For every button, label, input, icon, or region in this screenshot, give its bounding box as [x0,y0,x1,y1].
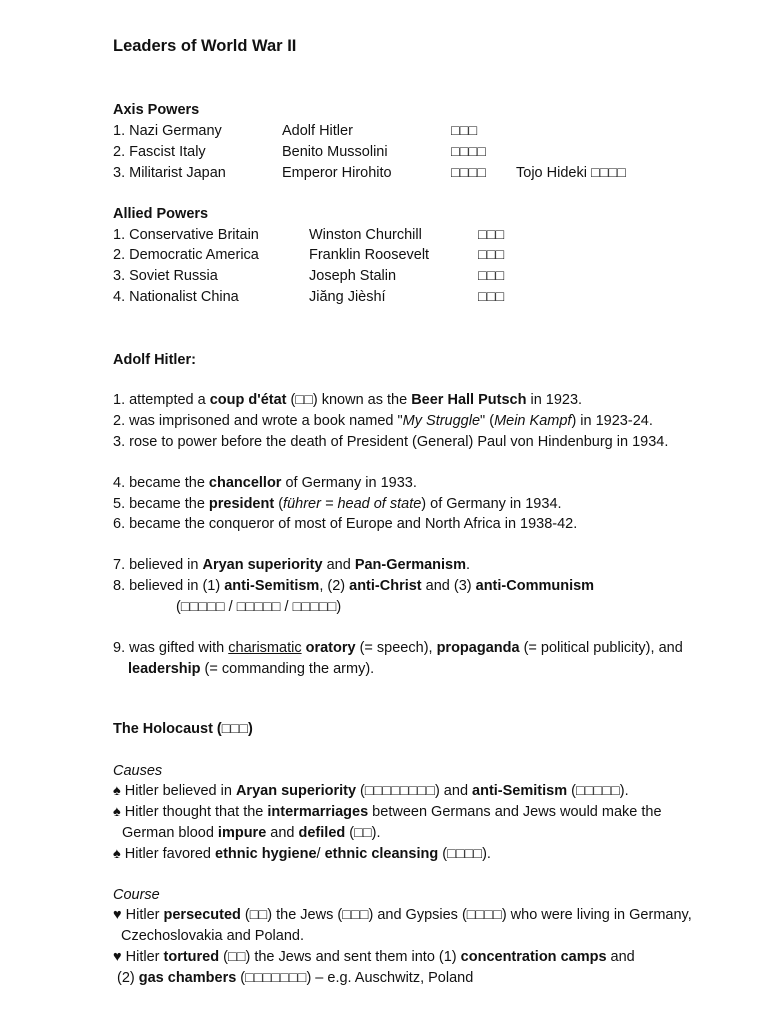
text: (= speech), [355,640,437,656]
hitler-item-8 [113,576,594,596]
allied-row [113,225,505,245]
text: ♠ Hitler thought that the [113,804,268,820]
allied-leader: Winston Churchill [309,227,422,243]
term: intermarriages [267,804,369,820]
allied-leader: Jiăng Jièshí [309,289,386,305]
text: 8. believed in (1) [113,578,225,594]
axis-country: 1. Nazi Germany [113,123,222,139]
term: persecuted [163,907,241,923]
allied-country: 2. Democratic America [113,247,259,263]
term: president [208,496,275,512]
text: ) of Germany in 1934. [421,496,562,512]
text: (□□). [345,825,381,841]
term: anti-Christ [349,578,422,594]
course-item-1-cont: Czechoslovakia and Poland. [121,928,304,944]
term: tortured [163,949,220,965]
text: (□□□□). [438,846,491,862]
text: (= commanding the army). [200,661,375,677]
hitler-item-5 [113,494,562,514]
course-item-2-cont [117,968,473,988]
term: leadership [128,661,201,677]
hitler-item-9-cont [128,659,374,679]
text: ♠ Hitler believed in [113,783,236,799]
allied-cjk: □□□ [478,289,505,305]
text: 7. believed in [113,557,203,573]
definition: führer = head of state [283,496,422,512]
term: defiled [298,825,346,841]
term: Pan-Germanism [354,557,467,573]
text: (□□□□□□□□) and [356,783,473,799]
underlined-term: charismatic [228,640,302,656]
text: (□□) the Jews (□□□) and Gypsies (□□□□) who were living in Germany, [240,907,692,923]
text: and (3) [421,578,476,594]
allied-country: 1. Conservative Britain [113,227,259,243]
text: , (2) [319,578,350,594]
text: (2) [117,970,139,986]
allied-leader: Franklin Roosevelt [309,247,430,263]
allied-row [113,266,505,286]
axis-heading: Axis Powers [113,102,200,118]
course-item-2 [113,947,635,967]
text: of Germany in 1933. [281,475,417,491]
term: gas chambers [138,970,237,986]
text: 2. was imprisoned and wrote a book named " [113,413,403,429]
text: 5. became the [113,496,209,512]
text: ♥ Hitler [113,949,164,965]
axis-leader: Benito Mussolini [282,144,388,160]
term: Aryan superiority [235,783,357,799]
axis-row [113,121,478,141]
term: impure [217,825,267,841]
term: propaganda [436,640,520,656]
hitler-item-6: 6. became the conqueror of most of Europe and North Africa in 1938-42. [113,516,578,532]
text: and [322,557,355,573]
axis-cjk: □□□□ [451,165,487,181]
hitler-item-2 [113,411,653,431]
text: in 1923. [526,392,583,408]
cause-item-2 [113,802,662,822]
hitler-item-3: 3. rose to power before the death of President (General) Paul von Hindenburg in 1934. [113,434,669,450]
term: coup d'état [209,392,287,408]
term: Aryan superiority [202,557,323,573]
text: and [606,949,635,965]
term: Beer Hall Putsch [411,392,527,408]
text: " ( [480,413,495,429]
term: ethnic hygiene [215,846,317,862]
hitler-item-1 [113,390,582,410]
term: ethnic cleansing [324,846,439,862]
text: 4. became the [113,475,209,491]
text: between Germans and Jews would make the [368,804,662,820]
text: (□□) known as the [286,392,412,408]
text: . [466,557,471,573]
axis-extra: Tojo Hideki □□□□ [516,165,626,181]
allied-cjk: □□□ [478,247,505,263]
hitler-heading: Adolf Hitler: [113,352,196,368]
axis-row [113,142,487,162]
text: and [266,825,299,841]
allied-cjk: □□□ [478,268,505,284]
text: ( [274,496,284,512]
axis-leader: Emperor Hirohito [282,165,392,181]
text: / [316,846,325,862]
axis-cjk: □□□ [451,123,478,139]
text: (□□□□□). [567,783,629,799]
text: ♠ Hitler favored [113,846,215,862]
allied-country: 4. Nationalist China [113,289,239,305]
text: (= political publicity), and [519,640,683,656]
cause-item-1 [113,781,629,801]
term: oratory [305,640,356,656]
allied-row [113,287,505,307]
text: 1. attempted a [113,392,210,408]
term: chancellor [208,475,282,491]
hitler-item-7 [113,555,470,575]
cause-item-3 [113,844,491,864]
allied-cjk: □□□ [478,227,505,243]
allied-heading: Allied Powers [113,206,209,222]
hitler-item-8-translation: (□□□□□ / □□□□□ / □□□□□) [176,599,342,615]
allied-leader: Joseph Stalin [309,268,397,284]
text: ♥ Hitler [113,907,164,923]
axis-row [113,163,626,183]
book-title: Mein Kampf [494,413,572,429]
text: German blood [122,825,218,841]
axis-country: 2. Fascist Italy [113,144,206,160]
allied-country: 3. Soviet Russia [113,268,218,284]
course-label: Course [113,887,160,903]
page-title: Leaders of World War II [113,37,297,55]
text: (□□) the Jews and sent them into (1) [219,949,461,965]
axis-country: 3. Militarist Japan [113,165,226,181]
causes-label: Causes [113,763,163,779]
term: anti-Semitism [472,783,568,799]
book-title: My Struggle [402,413,481,429]
term: anti-Communism [475,578,595,594]
term: anti-Semitism [224,578,320,594]
cause-item-2-cont [122,823,380,843]
holocaust-heading: The Holocaust (□□□) [113,721,253,737]
axis-cjk: □□□□ [451,144,487,160]
hitler-item-4 [113,473,417,493]
axis-leader: Adolf Hitler [282,123,353,139]
hitler-item-9 [113,638,683,658]
text: ) in 1923-24. [571,413,653,429]
allied-row [113,245,505,265]
text: 9. was gifted with [113,640,229,656]
text: (□□□□□□□) – e.g. Auschwitz, Poland [236,970,474,986]
course-item-1 [113,905,692,925]
term: concentration camps [460,949,607,965]
